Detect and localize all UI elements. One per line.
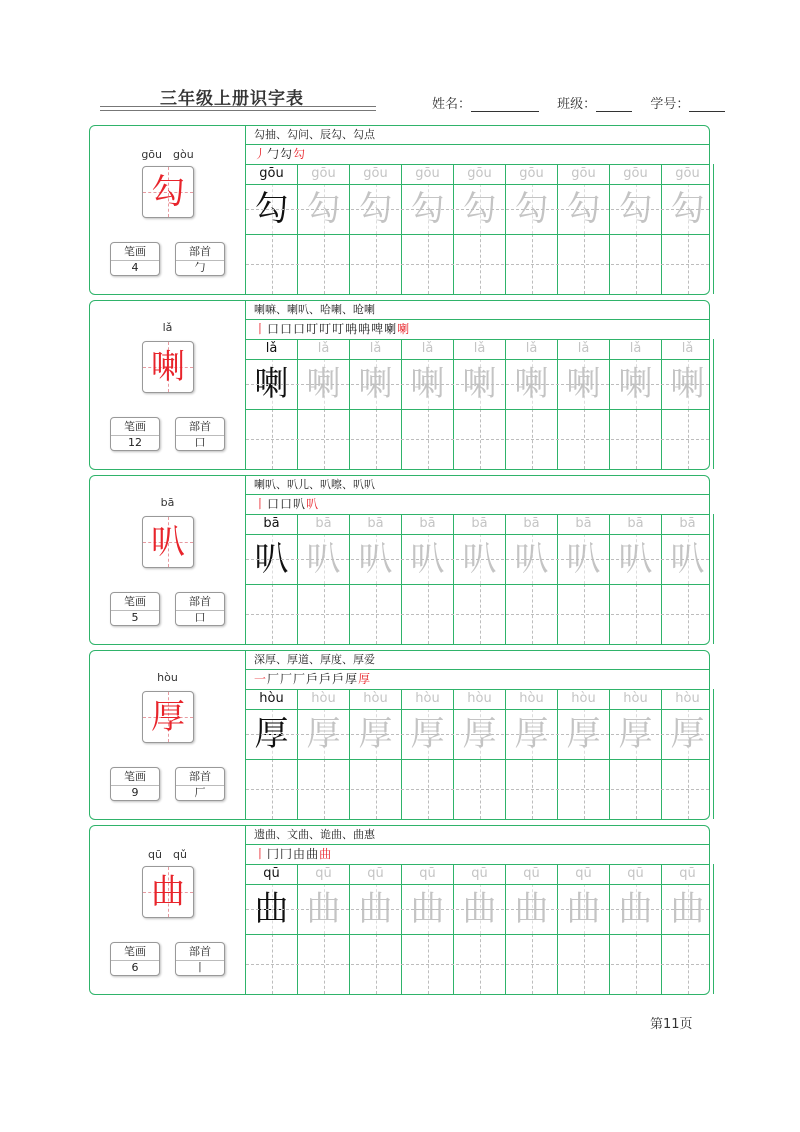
cell-pinyin: lǎ [265, 341, 278, 356]
grid-line [246, 264, 709, 265]
stroke-step: 呥 [358, 322, 371, 336]
cell-pinyin: qū [419, 866, 436, 881]
stroke-step: 冂 [267, 847, 280, 861]
stroke-step: 厚 [345, 672, 358, 686]
stroke-step: 丨 [254, 847, 267, 861]
cell-pinyin: bā [315, 516, 332, 531]
stroke-step: 戶 [306, 672, 319, 686]
grid-line [246, 384, 709, 385]
cell-character: 厚 [618, 714, 653, 754]
radical-label: 部首 [176, 768, 224, 786]
cell-pinyin: lǎ [577, 341, 590, 356]
stroke-count-value: 4 [131, 261, 139, 274]
stroke-step: 戶 [319, 672, 332, 686]
practice-grid [246, 164, 709, 294]
cell-pinyin: lǎ [369, 341, 382, 356]
character-box [142, 166, 194, 218]
stroke-count-label: 笔画 [111, 943, 159, 961]
grid-line [246, 709, 709, 710]
cell-pinyin: qū [471, 866, 488, 881]
stroke-count-box [110, 767, 160, 801]
cell-character: 厚 [358, 714, 393, 754]
character-card [89, 650, 710, 820]
character-box [142, 866, 194, 918]
cell-character: 叭 [462, 539, 497, 579]
practice-grid [246, 514, 709, 644]
character-info-panel [90, 476, 246, 644]
cell-pinyin: gōu [623, 166, 648, 181]
cell-pinyin: qū [627, 866, 644, 881]
character-pinyin: lǎ [162, 321, 173, 334]
stroke-order [246, 494, 709, 515]
cell-pinyin: gōu [363, 166, 388, 181]
cell-pinyin: hòu [415, 691, 440, 706]
grid-line [246, 234, 709, 235]
grid-line [246, 359, 709, 360]
stroke-step: 叭 [293, 497, 306, 511]
stroke-step: 厂 [280, 672, 293, 686]
character-info-panel [90, 301, 246, 469]
grid-line [246, 209, 709, 210]
cell-character: 厚 [462, 714, 497, 754]
cell-pinyin: bā [419, 516, 436, 531]
cell-character: 喇 [618, 364, 653, 404]
cell-pinyin: gōu [259, 166, 284, 181]
grid-line [246, 909, 709, 910]
stroke-step: 丨 [254, 322, 267, 336]
cell-pinyin: hòu [571, 691, 596, 706]
class-label: 班级： [557, 97, 597, 112]
cell-character: 勾 [254, 189, 289, 229]
cell-pinyin: hòu [467, 691, 492, 706]
cell-character: 叭 [618, 539, 653, 579]
name-field [432, 93, 539, 112]
cell-character: 曲 [462, 889, 497, 929]
practice-grid [246, 689, 709, 819]
cell-character: 喇 [358, 364, 393, 404]
page-number: 第11页 [650, 1017, 693, 1032]
cell-pinyin: lǎ [317, 341, 330, 356]
stroke-step: 一 [254, 672, 267, 686]
example-words: 喇叭、叭儿、叭嚓、叭叭 [246, 476, 709, 495]
character-card [89, 825, 710, 995]
grid-line [246, 964, 709, 965]
cell-pinyin: hòu [363, 691, 388, 706]
stroke-step: 戶 [332, 672, 345, 686]
practice-grid [246, 864, 709, 994]
stroke-step: 曲 [306, 847, 319, 861]
cell-character: 曲 [358, 889, 393, 929]
radical-value: 口 [194, 436, 206, 449]
cell-character: 勾 [462, 189, 497, 229]
cell-pinyin: qū [575, 866, 592, 881]
cell-character: 厚 [410, 714, 445, 754]
cell-pinyin: gōu [571, 166, 596, 181]
radical-label: 部首 [176, 593, 224, 611]
cell-character: 喇 [462, 364, 497, 404]
stroke-step: 丿 [254, 147, 267, 161]
grid-line [246, 789, 709, 790]
character-pinyin: bā [160, 496, 175, 509]
stroke-count-value: 12 [128, 436, 142, 449]
stroke-step: 勹 [267, 147, 280, 161]
cell-character: 叭 [410, 539, 445, 579]
stroke-step: 口 [267, 497, 280, 511]
stroke-step: 厂 [267, 672, 280, 686]
cell-pinyin: lǎ [681, 341, 694, 356]
practice-panel [246, 301, 709, 469]
stroke-count-value: 6 [131, 961, 139, 974]
cell-character: 勾 [410, 189, 445, 229]
cell-character: 厚 [670, 714, 705, 754]
cell-pinyin: lǎ [629, 341, 642, 356]
cell-character: 叭 [306, 539, 341, 579]
cell-pinyin: hòu [675, 691, 700, 706]
grid-line [246, 184, 709, 185]
stroke-count-box [110, 417, 160, 451]
radical-label: 部首 [176, 418, 224, 436]
cell-character: 曲 [618, 889, 653, 929]
cell-character: 喇 [254, 364, 289, 404]
cell-character: 勾 [566, 189, 601, 229]
id-blank[interactable] [689, 97, 725, 112]
cell-character: 厚 [566, 714, 601, 754]
grid-line [246, 584, 709, 585]
cell-pinyin: bā [679, 516, 696, 531]
character-card [89, 125, 710, 295]
radical-value: 丨 [194, 961, 206, 974]
title-underline-2 [100, 110, 376, 111]
cell-character: 勾 [358, 189, 393, 229]
cell-pinyin: hòu [623, 691, 648, 706]
character-info-panel [90, 651, 246, 819]
cell-character: 叭 [358, 539, 393, 579]
radical-value: 勹 [194, 261, 206, 274]
stroke-order [246, 319, 709, 340]
stroke-count-label: 笔画 [111, 768, 159, 786]
cell-pinyin: gōu [415, 166, 440, 181]
stroke-count-label: 笔画 [111, 418, 159, 436]
character-pinyin: gōu gòu [141, 148, 194, 161]
stroke-count-label: 笔画 [111, 243, 159, 261]
cell-character: 厚 [306, 714, 341, 754]
radical-value: 口 [194, 611, 206, 624]
cell-character: 曲 [306, 889, 341, 929]
character-glyph: 喇 [151, 347, 185, 387]
cell-character: 喇 [566, 364, 601, 404]
character-box [142, 341, 194, 393]
example-words: 喇嘛、喇叭、哈喇、呛喇 [246, 301, 709, 320]
stroke-count-value: 5 [131, 611, 139, 624]
cell-pinyin: gōu [311, 166, 336, 181]
cell-character: 叭 [254, 539, 289, 579]
cell-pinyin: gōu [519, 166, 544, 181]
name-blank[interactable] [471, 97, 539, 112]
stroke-step: 叮 [332, 322, 345, 336]
cell-character: 曲 [566, 889, 601, 929]
cell-pinyin: lǎ [473, 341, 486, 356]
radical-box [175, 592, 225, 626]
grid-line [246, 734, 709, 735]
class-field [557, 93, 632, 112]
cell-pinyin: bā [263, 516, 280, 531]
example-words: 深厚、厚道、厚度、厚爱 [246, 651, 709, 670]
radical-box [175, 417, 225, 451]
stroke-step: 叭 [306, 497, 319, 511]
cell-pinyin: hòu [259, 691, 284, 706]
character-box [142, 516, 194, 568]
cell-character: 曲 [514, 889, 549, 929]
stroke-step: 厂 [293, 672, 306, 686]
stroke-count-box [110, 242, 160, 276]
character-pinyin: qū qǔ [148, 848, 187, 861]
character-glyph: 勾 [151, 172, 185, 212]
cell-pinyin: hòu [311, 691, 336, 706]
stroke-step: 口 [267, 322, 280, 336]
stroke-step: 曲 [319, 847, 332, 861]
radical-label: 部首 [176, 243, 224, 261]
page-title: 三年级上册识字表 [160, 89, 304, 109]
cell-character: 曲 [410, 889, 445, 929]
stroke-step: 厚 [358, 672, 371, 686]
character-box [142, 691, 194, 743]
stroke-order [246, 844, 709, 865]
radical-box [175, 242, 225, 276]
name-label: 姓名： [432, 97, 472, 112]
character-glyph: 曲 [151, 872, 185, 912]
stroke-count-box [110, 592, 160, 626]
cell-pinyin: bā [575, 516, 592, 531]
practice-panel [246, 826, 709, 994]
cell-pinyin: bā [627, 516, 644, 531]
radical-box [175, 942, 225, 976]
stroke-step: 冂 [280, 847, 293, 861]
grid-line [246, 409, 709, 410]
cell-character: 喇 [306, 364, 341, 404]
cell-pinyin: gōu [675, 166, 700, 181]
stroke-count-label: 笔画 [111, 593, 159, 611]
cell-pinyin: hòu [519, 691, 544, 706]
cell-pinyin: qū [679, 866, 696, 881]
cell-character: 喇 [670, 364, 705, 404]
stroke-step: 叮 [306, 322, 319, 336]
cell-pinyin: qū [523, 866, 540, 881]
class-blank[interactable] [596, 97, 632, 112]
cell-character: 叭 [566, 539, 601, 579]
cell-character: 勾 [670, 189, 705, 229]
grid-line [246, 884, 709, 885]
grid-line [246, 534, 709, 535]
radical-box [175, 767, 225, 801]
cell-pinyin: qū [315, 866, 332, 881]
practice-grid [246, 339, 709, 469]
stroke-order [246, 144, 709, 165]
cell-character: 勾 [514, 189, 549, 229]
stroke-step: 口 [280, 322, 293, 336]
cell-pinyin: bā [367, 516, 384, 531]
radical-value: 厂 [194, 786, 206, 799]
cell-pinyin: qū [367, 866, 384, 881]
cell-character: 叭 [670, 539, 705, 579]
grid-line [246, 439, 709, 440]
example-words: 勾抽、勾问、辰勾、勾点 [246, 126, 709, 145]
page-header [0, 0, 800, 120]
stroke-step: 喇 [397, 322, 410, 336]
student-info-fields [432, 93, 725, 112]
practice-panel [246, 651, 709, 819]
grid-line [246, 559, 709, 560]
stroke-step: 勾 [280, 147, 293, 161]
grid-line [246, 759, 709, 760]
cell-character: 曲 [254, 889, 289, 929]
stroke-step: 喇 [384, 322, 397, 336]
stroke-order [246, 669, 709, 690]
cell-pinyin: lǎ [421, 341, 434, 356]
grid-line [246, 614, 709, 615]
cell-character: 喇 [410, 364, 445, 404]
stroke-step: 由 [293, 847, 306, 861]
example-words: 遗曲、文曲、诡曲、曲惠 [246, 826, 709, 845]
cell-pinyin: qū [263, 866, 280, 881]
practice-panel [246, 126, 709, 294]
cell-character: 勾 [306, 189, 341, 229]
title-underline [100, 106, 376, 107]
character-glyph: 厚 [151, 697, 185, 737]
cell-pinyin: lǎ [525, 341, 538, 356]
cell-character: 喇 [514, 364, 549, 404]
stroke-step: 勾 [293, 147, 306, 161]
cell-pinyin: gōu [467, 166, 492, 181]
character-card [89, 475, 710, 645]
cell-pinyin: bā [471, 516, 488, 531]
id-label: 学号： [650, 97, 690, 112]
stroke-count-value: 9 [131, 786, 139, 799]
character-info-panel [90, 126, 246, 294]
cell-character: 叭 [514, 539, 549, 579]
stroke-step: 啤 [371, 322, 384, 336]
cell-character: 曲 [670, 889, 705, 929]
stroke-step: 丨 [254, 497, 267, 511]
grid-line [246, 934, 709, 935]
character-glyph: 叭 [151, 522, 185, 562]
character-card [89, 300, 710, 470]
stroke-step: 口 [280, 497, 293, 511]
character-info-panel [90, 826, 246, 994]
cell-character: 勾 [618, 189, 653, 229]
cell-pinyin: bā [523, 516, 540, 531]
stroke-count-box [110, 942, 160, 976]
practice-panel [246, 476, 709, 644]
radical-label: 部首 [176, 943, 224, 961]
cell-character: 厚 [254, 714, 289, 754]
stroke-step: 呥 [345, 322, 358, 336]
stroke-step: 叮 [319, 322, 332, 336]
stroke-step: 口 [293, 322, 306, 336]
id-field [650, 93, 725, 112]
cell-character: 厚 [514, 714, 549, 754]
character-pinyin: hòu [157, 671, 178, 684]
